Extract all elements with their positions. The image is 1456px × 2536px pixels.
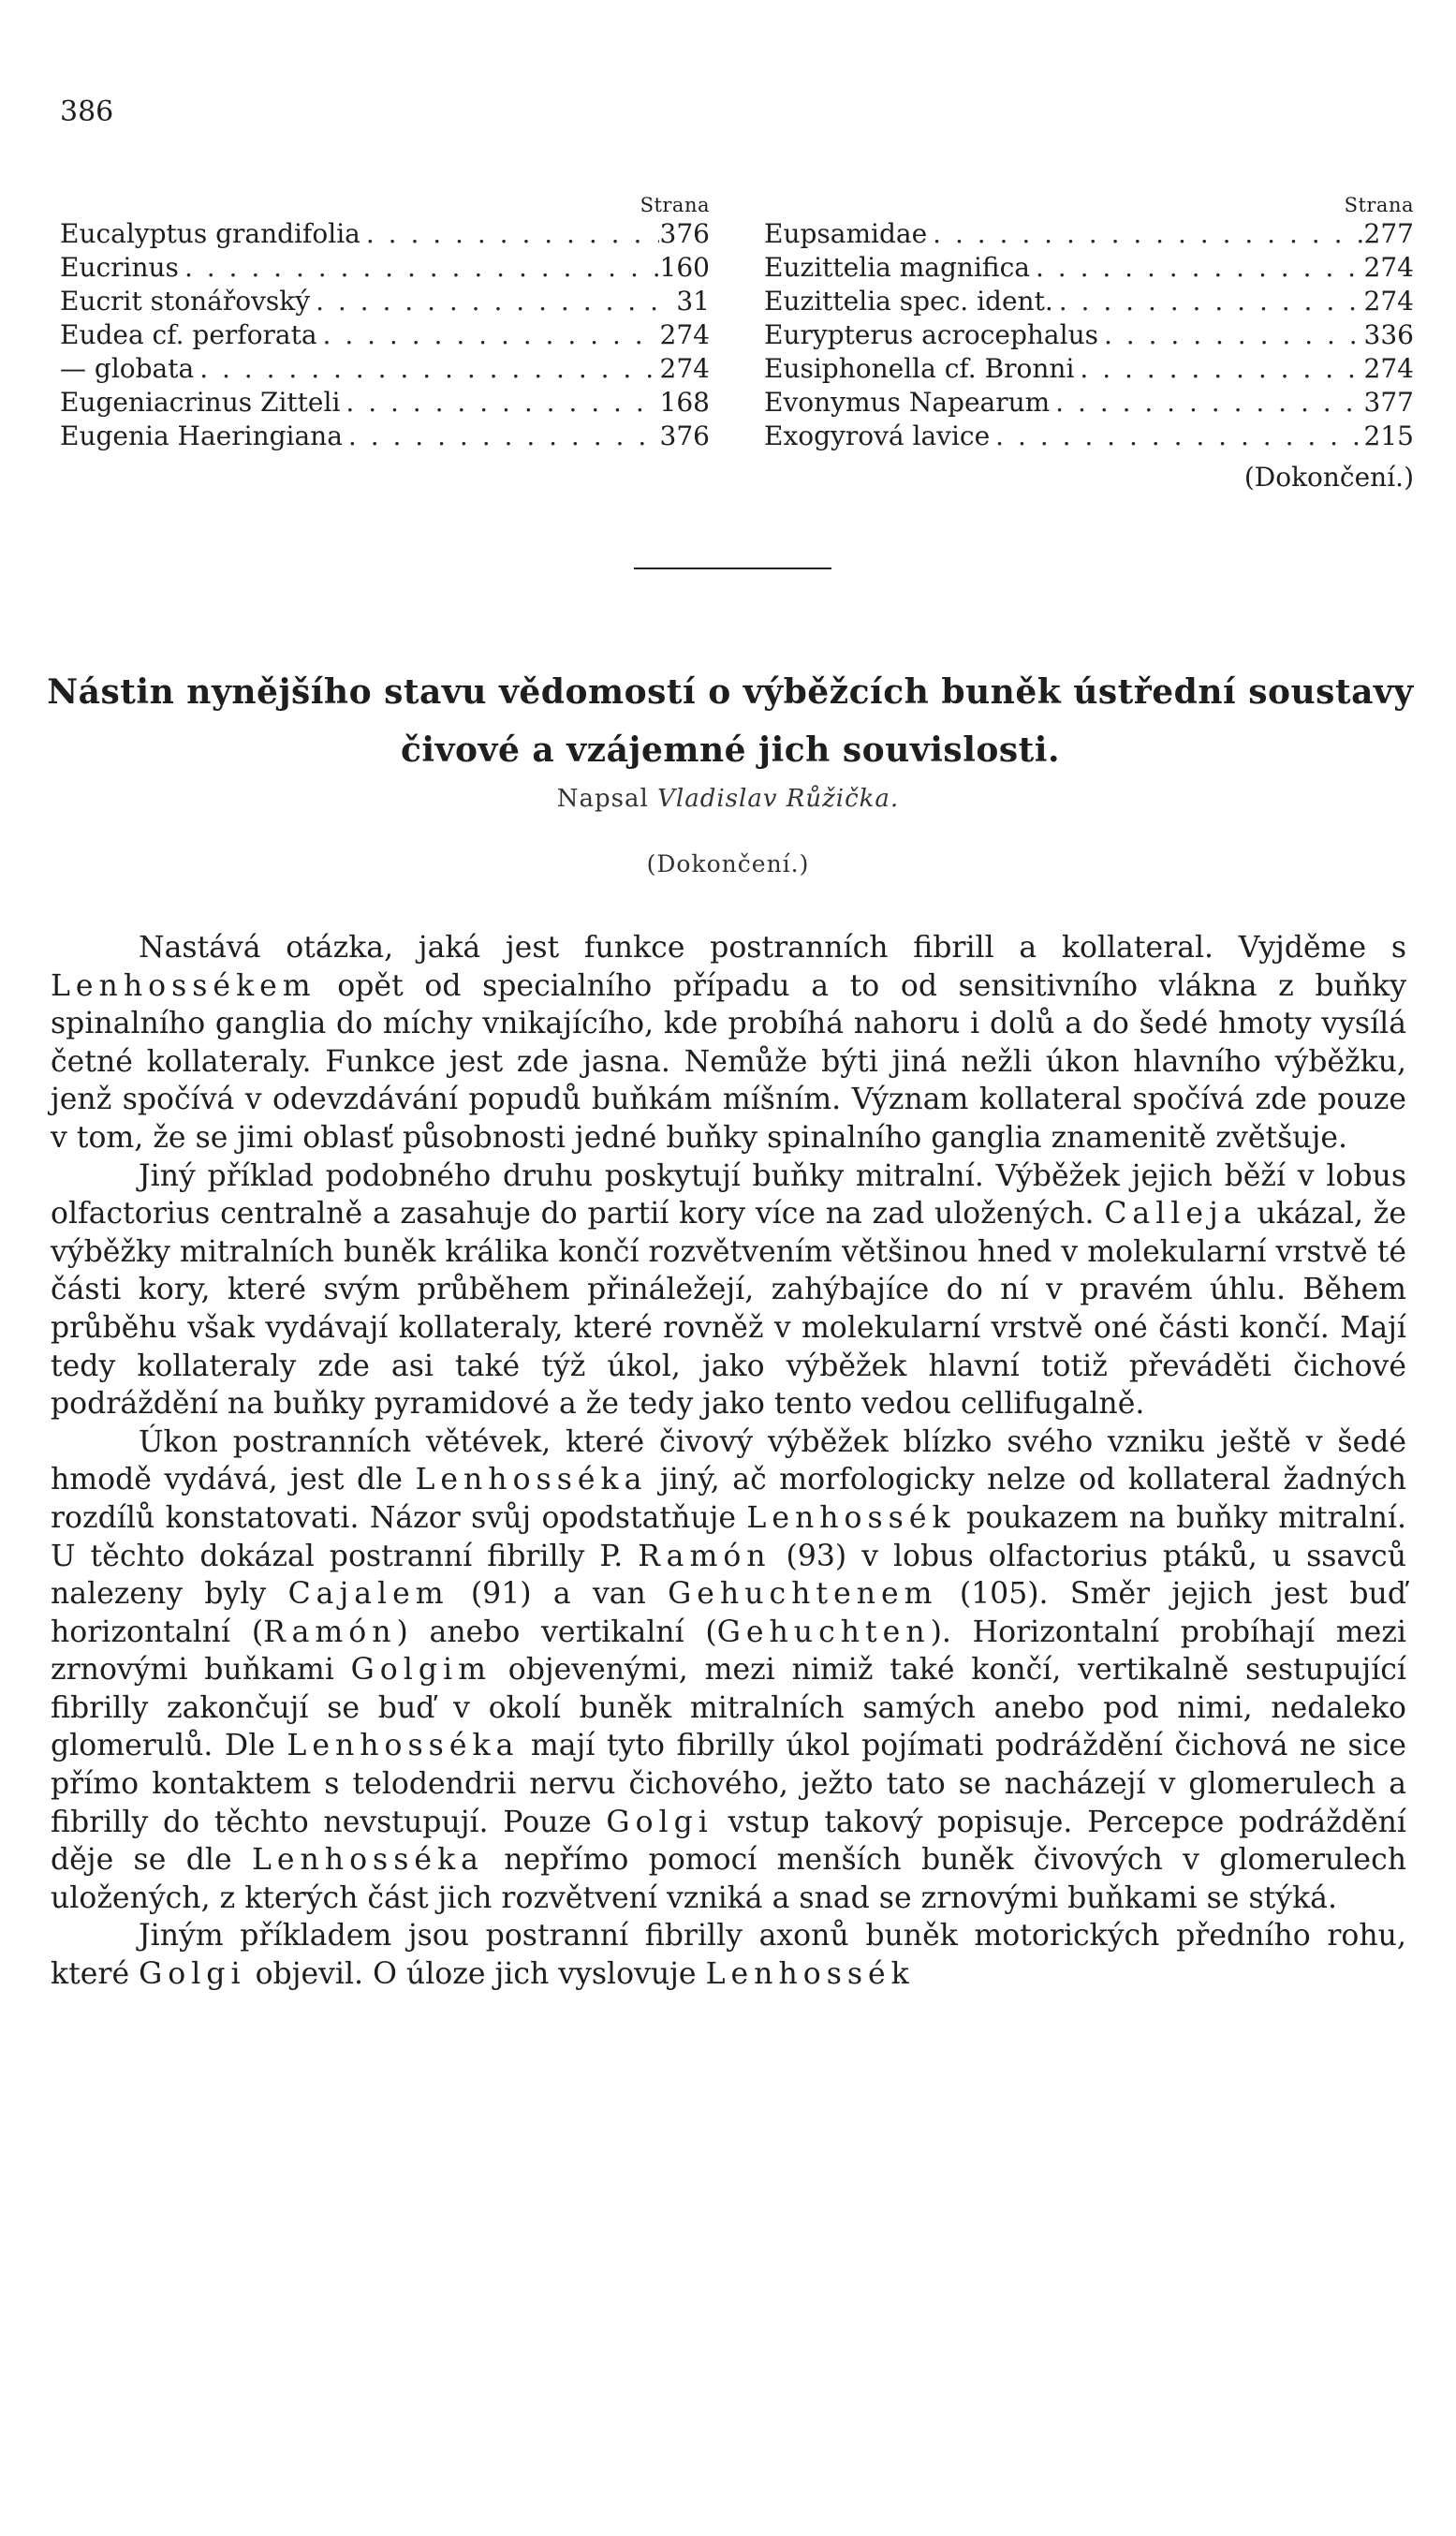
index-entry: Euzittelia spec. ident. . . . 274 bbox=[764, 285, 1414, 318]
index-continuation-note: (Dokončení.) bbox=[1243, 462, 1414, 493]
index-entry: Evonymus Napearum . . . 377 bbox=[764, 386, 1414, 420]
paragraph: Úkon postranních větévek, které čivový výběžek blízko svého vzniku ještě v šedé hmodě vydává, jest dle Lenhosséka jiný, ač morfologicky nelze od kollateral žadných rozdílů konstatovati. Názor svůj opodstatňuje Lenhossék poukazem na buňky mitralní. U těchto dokázal postranní fibrilly P. Ramón (93) v lobus olfactorius ptáků, u ssavců nalezeny byly Cajalem (91) a van Gehuchtenem (105). Směr jejich jest buď horizontalní (Ramón) anebo vertikalní (Gehuchten). Horizontalní probíhají mezi zrnovými buňkami Golgim objevenými, mezi nimiž také končí, vertikalně sestupující fibrilly zakončují se buď v okolí buněk mitralních samých anebo pod nimi, nedaleko glomerulů. Dle Lenhosséka mají tyto fibrilly úkol pojímati podráždění čichová ne sice přímo kontaktem s telodendrii nervu čichového, ježto tato se nacházejí v glomerulech a fibrilly do těchto nevstupují. Pouze Golgi vstup takový popisuje. Percepce podráždění děje se dle Lenhosséka nepřímo pomocí menších buněk čivových v glomerulech uložených, z kterých část jich rozvětvení vzniká a snad se zrnovými buňkami se stýká. bbox=[51, 1424, 1407, 1915]
index-entry: Eugeniacrinus Zitteli . . . 168 bbox=[60, 386, 710, 420]
index-entry: Eugenia Haeringiana . . . 376 bbox=[60, 420, 710, 453]
paragraph: Jiným příkladem jsou postranní fibrilly axonů buněk motorických předního rohu, které Golgi objevil. O úloze jich vyslovuje Lenhossék bbox=[51, 1919, 1406, 1992]
article-author: Vladislav Růžička. bbox=[657, 785, 900, 813]
index-entry: Euzittelia magnifica . . . 274 bbox=[764, 251, 1414, 285]
byline-prefix: Napsal bbox=[556, 785, 649, 813]
section-divider bbox=[634, 568, 831, 569]
index-column-left bbox=[60, 193, 710, 453]
index-entry: Eupsamidae . . . 277 bbox=[764, 217, 1414, 251]
index-entry: Eusiphonella cf. Bronni . . . 274 bbox=[764, 352, 1414, 386]
index-column-right bbox=[764, 193, 1414, 494]
index-page-header: Strana bbox=[1344, 194, 1414, 216]
article-byline bbox=[0, 785, 1456, 813]
index-page-header: Strana bbox=[640, 194, 710, 216]
index-entry: Eurypterus acrocephalus . . . 336 bbox=[764, 318, 1414, 352]
index-entry: Eudea cf. perforata . . . 274 bbox=[60, 318, 710, 352]
article-title bbox=[37, 663, 1423, 779]
index-entry: Eucrit stonářovský . . . 31 bbox=[60, 285, 710, 318]
article-title-line: čivové a vzájemné jich souvislosti. bbox=[401, 730, 1060, 770]
article-body bbox=[51, 929, 1406, 1994]
index-entry: — globata . . . 274 bbox=[60, 352, 710, 386]
article-continuation-note: (Dokončení.) bbox=[646, 850, 810, 877]
index-entry: Eucrinus . . . 160 bbox=[60, 251, 710, 285]
paragraph: Nastává otázka, jaká jest funkce postranních fibrill a kollateral. Vyjděme s Lenhossékem opět od specialního případu a to od sensitivního vlákna z buňky spinalního ganglia do míchy vnikajícího, kde probíhá nahoru i dolů a do šedé hmoty vysílá četné kollateraly. Funkce jest zde jasna. Nemůže býti jiná nežli úkon hlavního výběžku, jenž spočívá v odevzdávání popudů buňkám míšním. Význam kollateral spočívá zde pouze v tom, že se jimi oblasť působnosti jedné buňky spinalního ganglia znamenitě zvětšuje. bbox=[51, 931, 1406, 1155]
page-number: 386 bbox=[60, 96, 114, 128]
index-entry: Exogyrová lavice . . . 215 bbox=[764, 420, 1414, 453]
paragraph: Jiný příklad podobného druhu poskytují buňky mitralní. Výběžek jejich běží v lobus olfactorius centralně a zasahuje do partií kory více na zad uložených. Calleja ukázal, že výběžky mitralních buněk králika končí rozvětvením většinou hned v molekularní vrstvě té části kory, které svým průběhem přináležejí, zahýbajíce do ní v pravém úhlu. Během průběhu však vydávají kollateraly, které rovněž v molekularní vrstvě oné části končí. Mají tedy kollateraly zde asi také týž úkol, jako výběžek hlavní totiž převáděti čichové podráždění na buňky pyramidové a že tedy jako tento vedou cellifugalně. bbox=[51, 1158, 1406, 1422]
article-title-line: Nástin nynějšího stavu vědomostí o výběžcích buněk ústřední soustavy bbox=[47, 672, 1414, 712]
index-entry: Eucalyptus grandifolia . . . 376 bbox=[60, 217, 710, 251]
